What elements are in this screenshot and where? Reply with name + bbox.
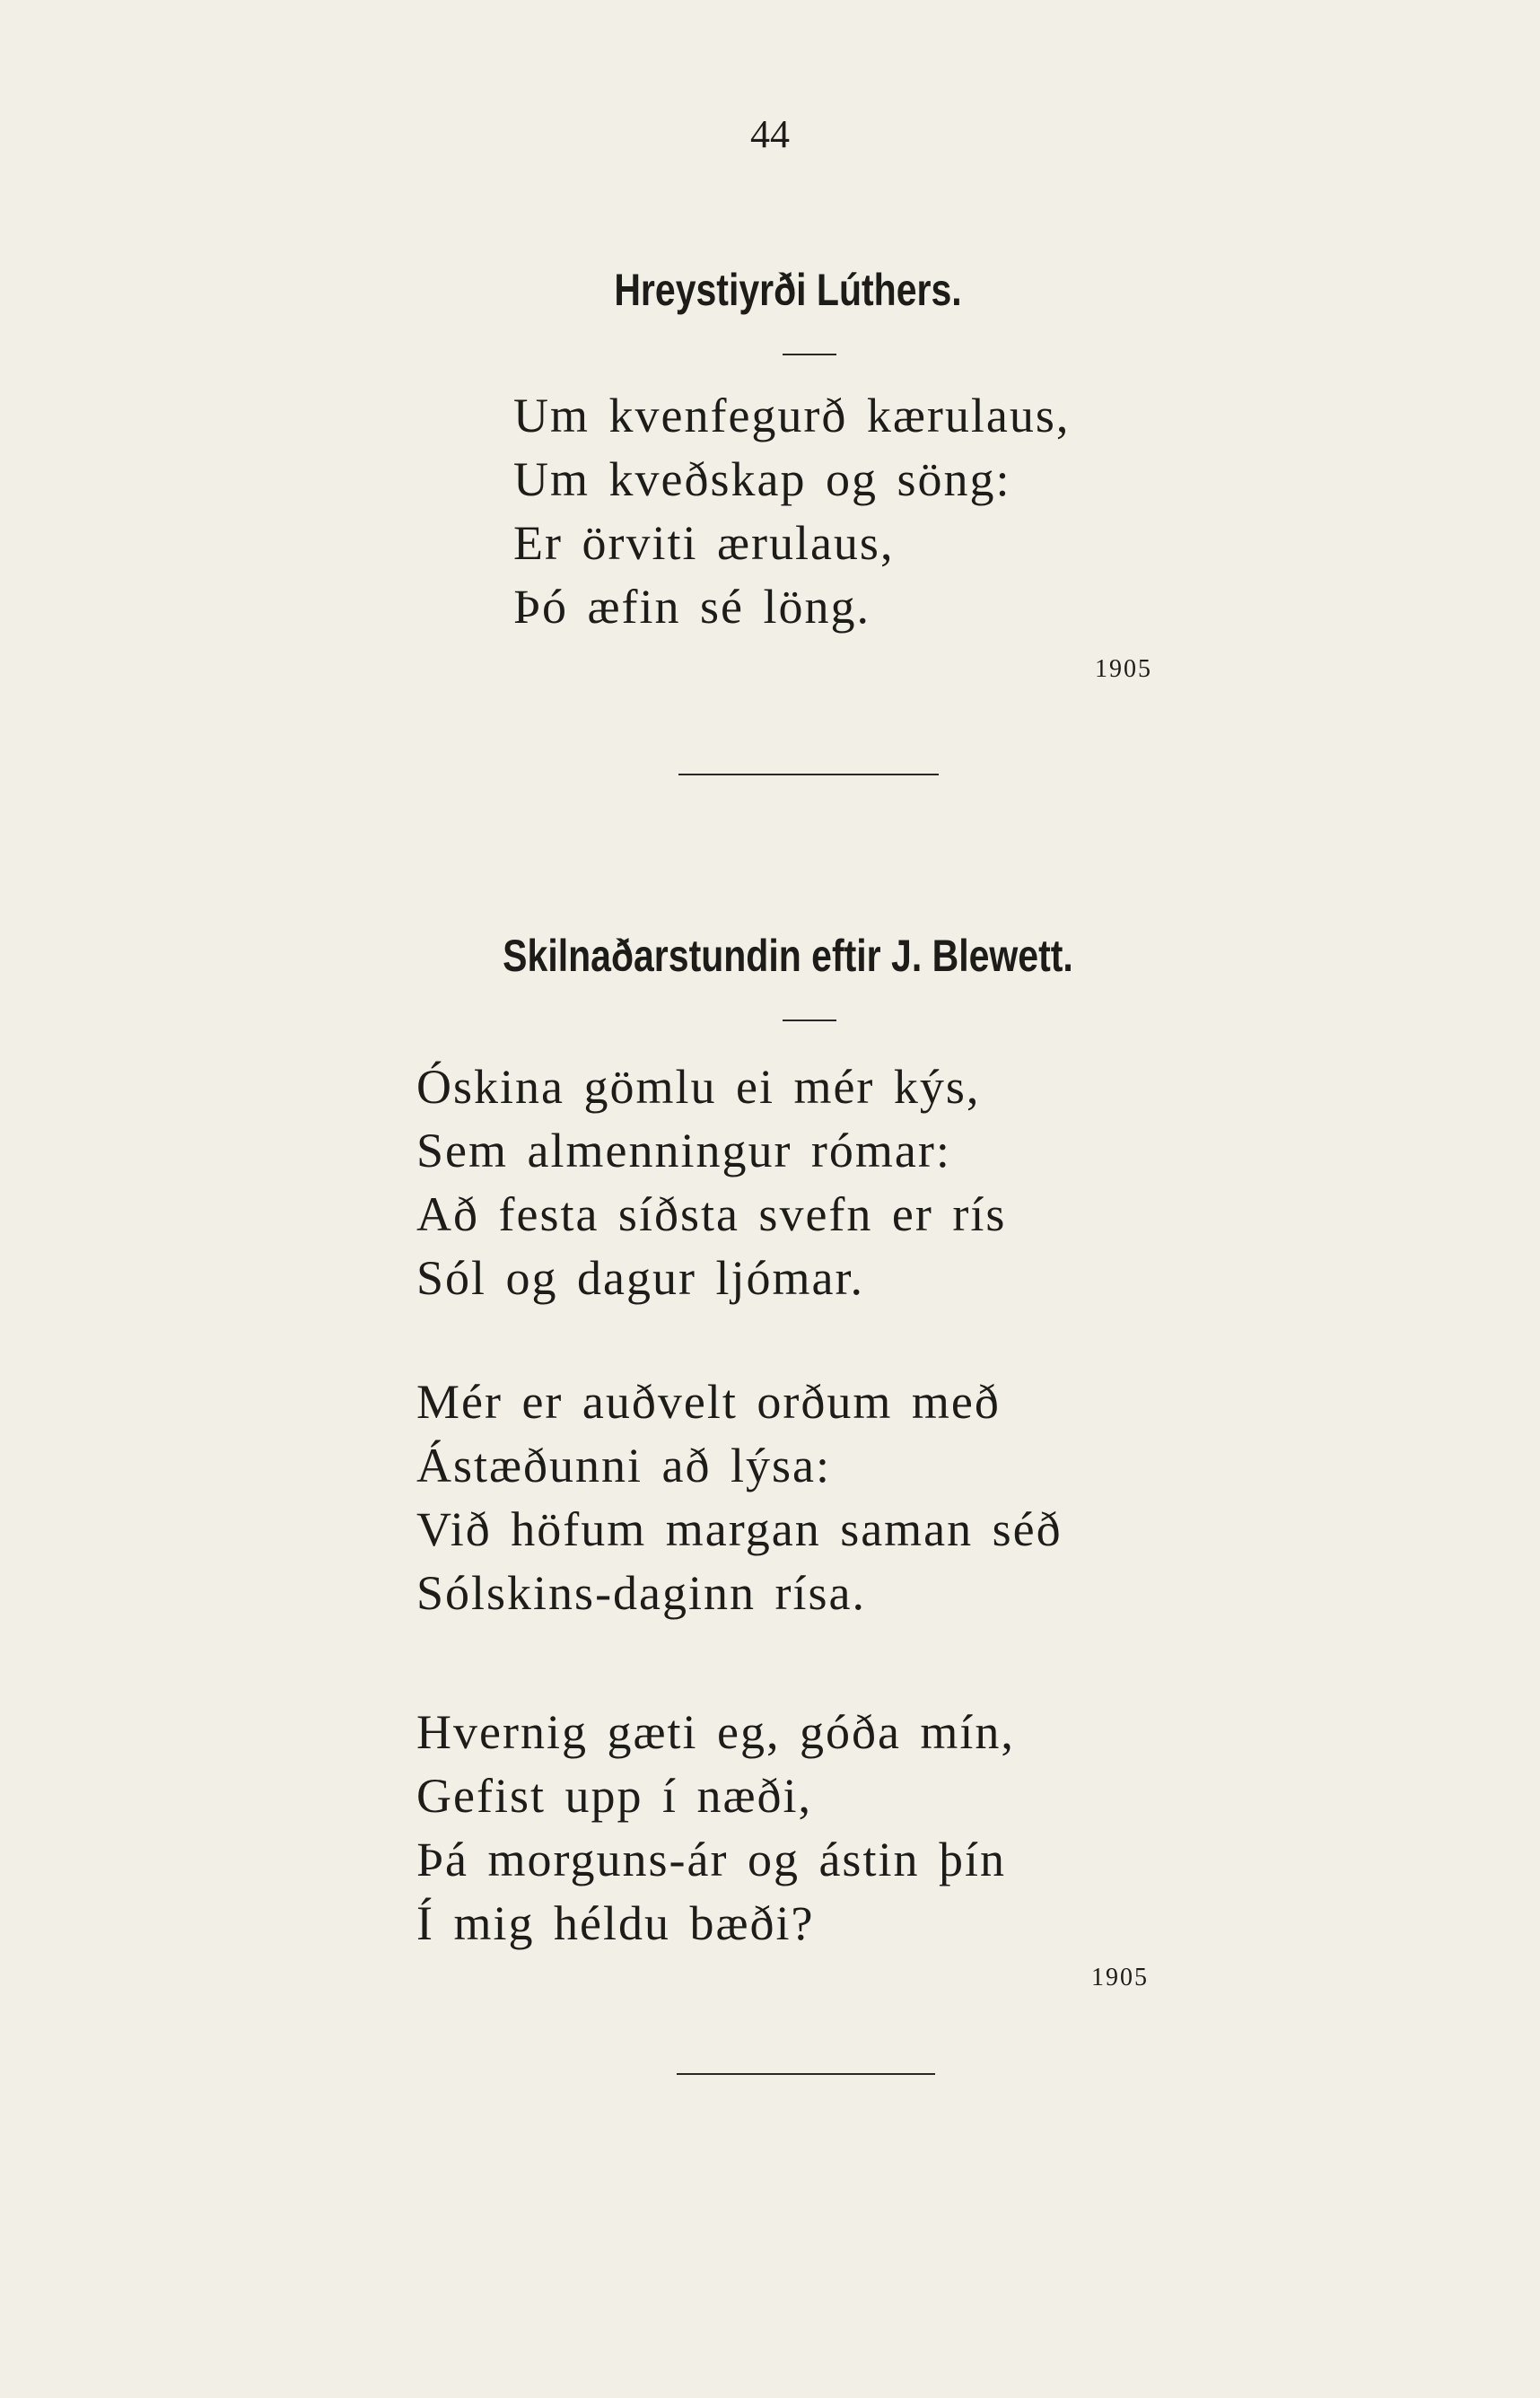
poem-date: 1905 (1095, 655, 1152, 683)
verse-line: Óskina gömlu ei mér kýs, (416, 1060, 981, 1114)
verse-line: Er örviti ærulaus, (513, 516, 895, 570)
verse-line: Hvernig gæti eg, góða mín, (416, 1705, 1015, 1759)
page-number: 44 (750, 112, 790, 156)
verse-line: Við höfum margan saman séð (416, 1502, 1063, 1556)
title-divider (783, 354, 836, 355)
verse-line: Um kveðskap og söng: (513, 452, 1011, 506)
stanza (416, 1370, 1063, 1625)
verse-line: Þá morguns-ár og ástin þín (416, 1833, 1006, 1886)
verse-line: Mér er auðvelt orðum með (416, 1375, 1001, 1429)
stanza (513, 384, 1070, 639)
verse-line: Sól og dagur ljómar. (416, 1251, 864, 1305)
poem-title: Skilnaðarstundin eftir J. Blewett. (503, 931, 1073, 981)
verse-line: Ástæðunni að lýsa: (416, 1439, 831, 1492)
verse-line: Að festa síðsta svefn er rís (416, 1187, 1007, 1241)
stanza (416, 1055, 1006, 1310)
section-divider (677, 2073, 935, 2075)
section-divider (678, 774, 939, 775)
verse-line: Sólskins-daginn rísa. (416, 1566, 866, 1620)
poem-title: Hreystiyrði Lúthers. (614, 265, 962, 315)
title-divider (783, 1020, 836, 1021)
verse-line: Þó æfin sé löng. (513, 580, 871, 634)
verse-line: Sem almenningur rómar: (416, 1124, 951, 1177)
stanza (416, 1701, 1015, 1956)
verse-line: Um kvenfegurð kærulaus, (513, 389, 1071, 442)
poem-date: 1905 (1091, 1964, 1149, 1991)
verse-line: Gefist upp í næði, (416, 1769, 812, 1823)
verse-line: Í mig héldu bæði? (416, 1896, 815, 1950)
